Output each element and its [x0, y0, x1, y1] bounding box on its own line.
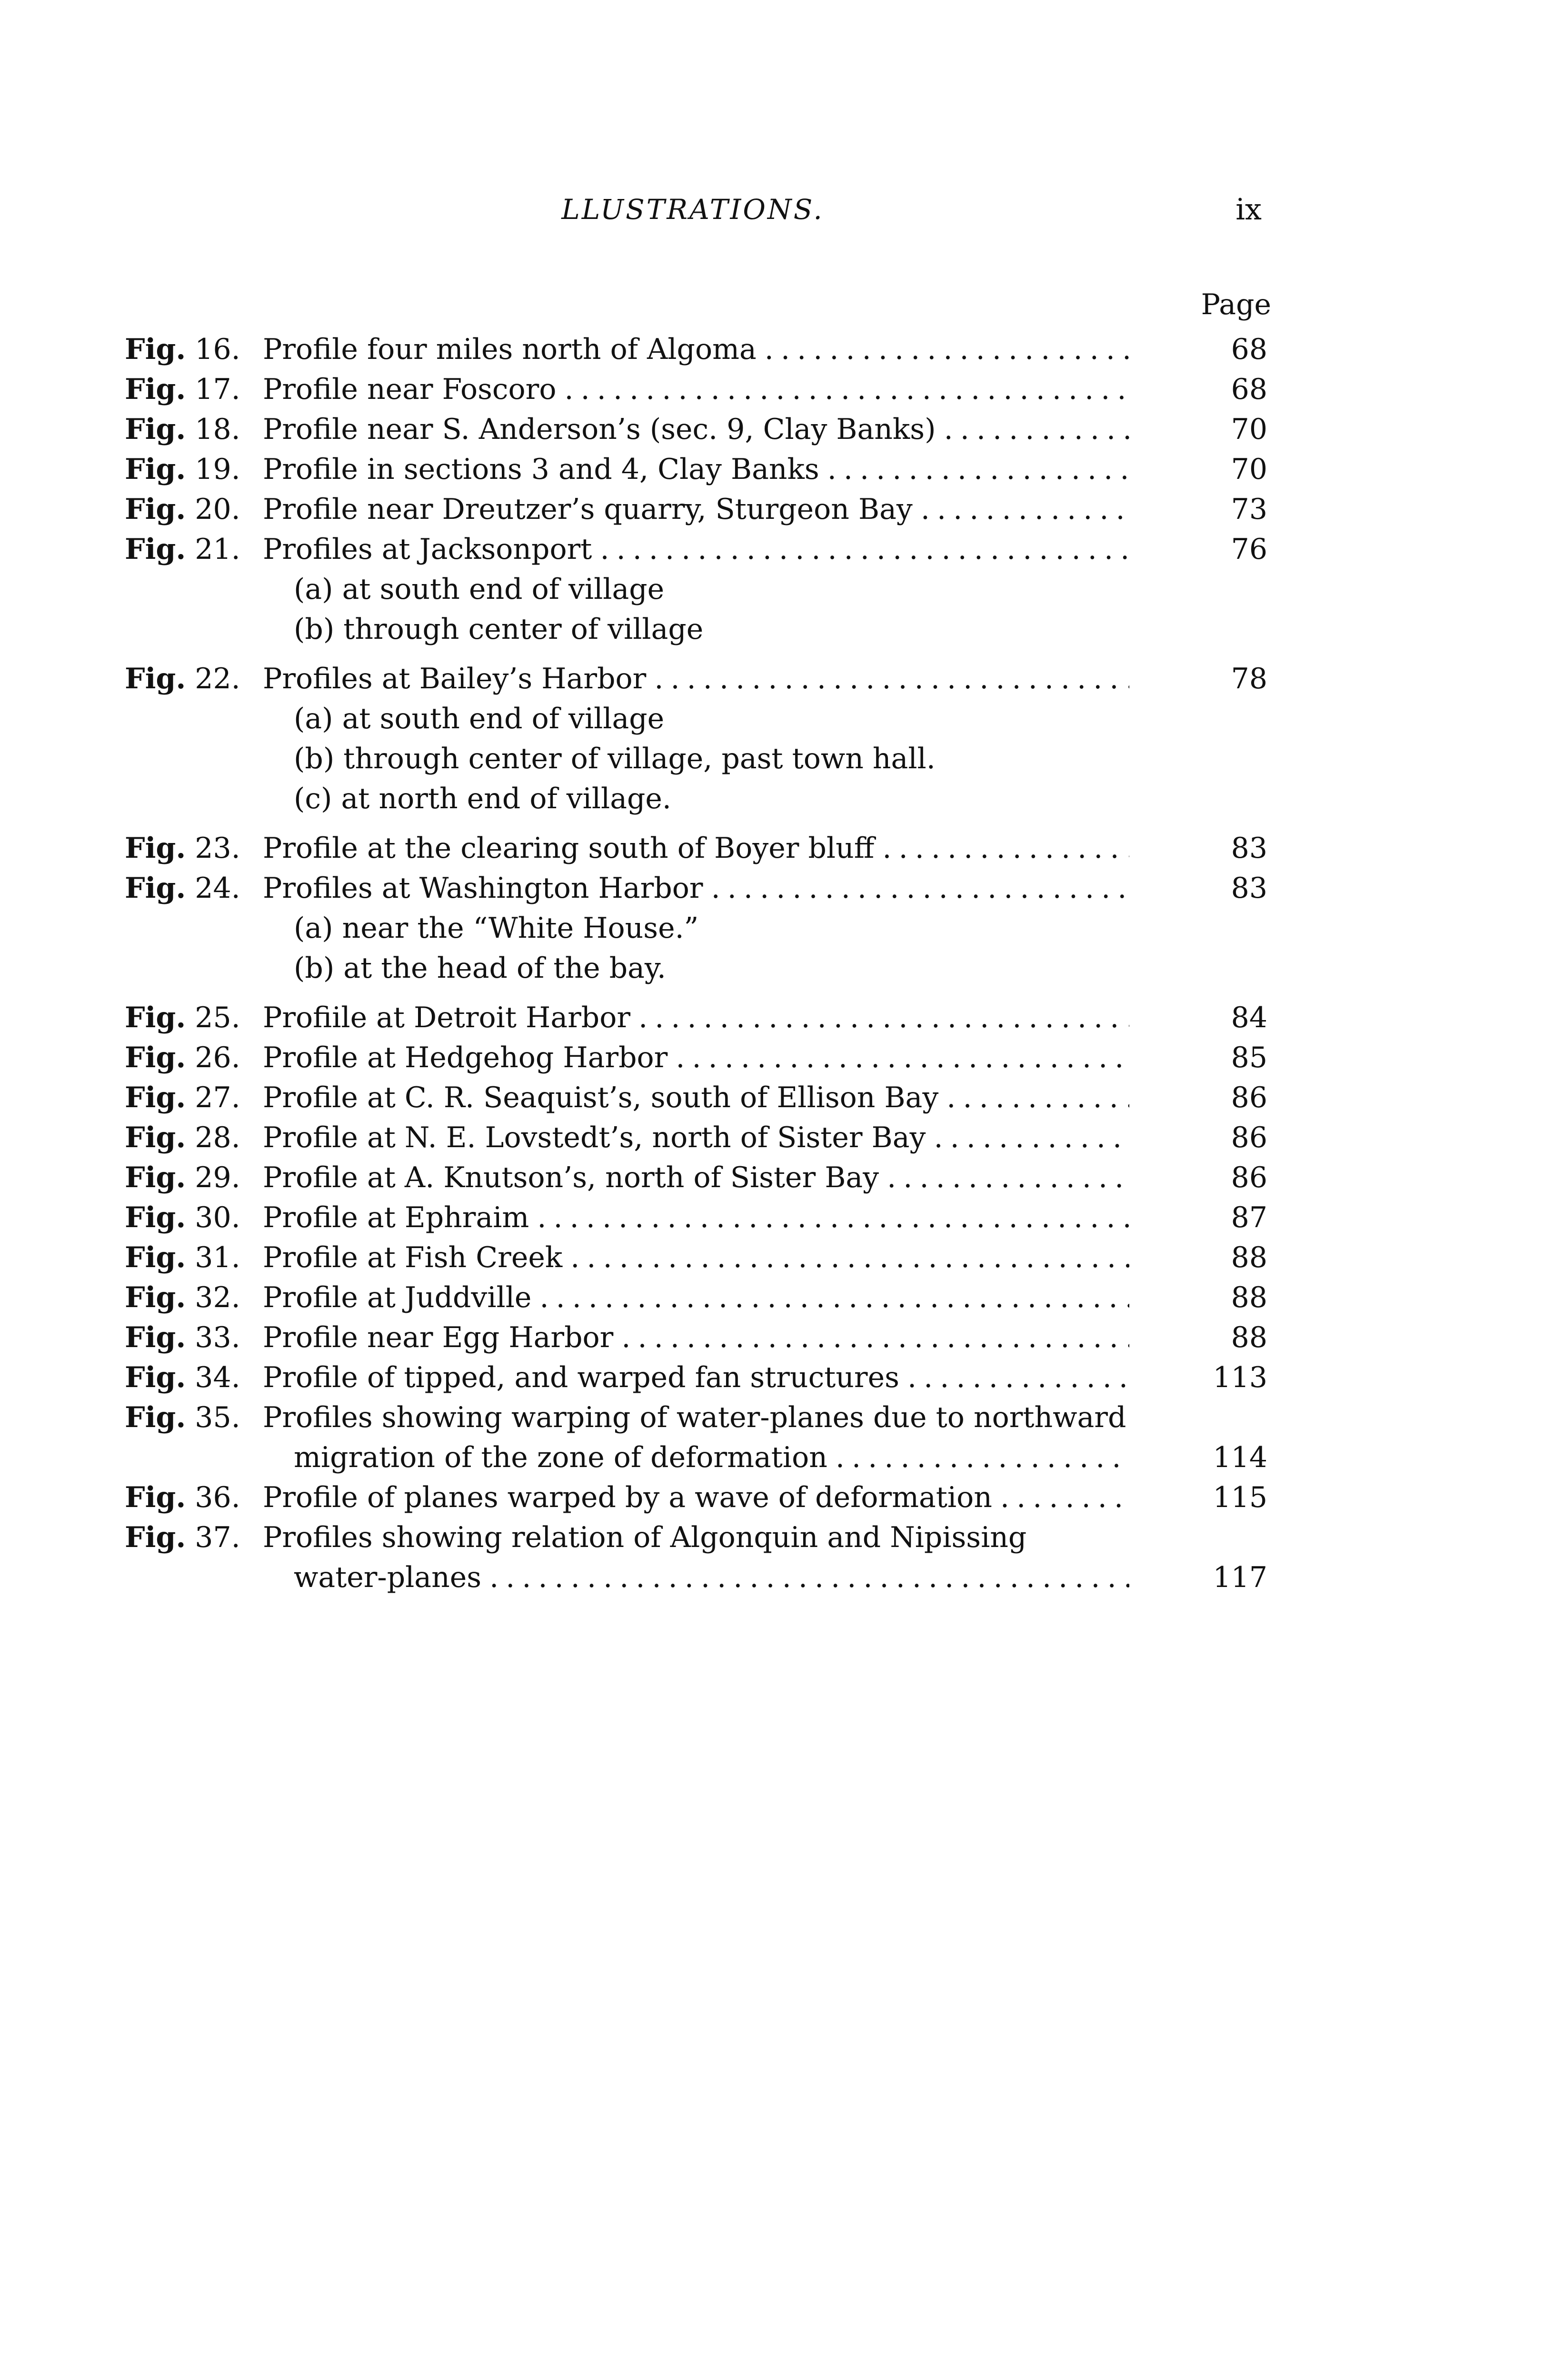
figure-number-value: 31.: [186, 1241, 240, 1274]
figure-number: [125, 329, 260, 369]
entry-title: Profile near S. Anderson’s (sec. 9, Clay Banks) . . .: [263, 409, 1129, 449]
list-item: [125, 369, 1267, 409]
page-reference: 83: [1231, 872, 1267, 905]
figure-label: Fig.: [125, 1241, 186, 1274]
sub-item: [125, 948, 1267, 988]
sub-item: [125, 569, 1267, 609]
figure-number: [125, 1517, 260, 1557]
figure-number: [125, 1478, 260, 1517]
figure-number-value: 29.: [186, 1161, 240, 1194]
figure-number-value: 26.: [186, 1041, 240, 1074]
figure-label: Fig.: [125, 1281, 186, 1314]
page-reference: 86: [1231, 1081, 1267, 1114]
page-reference: 84: [1231, 1001, 1267, 1034]
figure-number-value: 23.: [186, 832, 240, 865]
figure-label: Fig.: [125, 1521, 186, 1554]
figure-number-value: 36.: [186, 1481, 240, 1514]
figure-number: [125, 1038, 260, 1078]
figure-number-value: 17.: [186, 373, 240, 406]
figure-label: Fig.: [125, 1201, 186, 1234]
figure-number: [125, 1318, 260, 1358]
sub-item: [125, 908, 1267, 948]
sub-item-text: (a) near the “White House.”: [294, 912, 699, 945]
page-reference: 70: [1231, 453, 1267, 486]
figure-label: Fig.: [125, 1041, 186, 1074]
sub-item-text: (b) at the head of the bay.: [294, 952, 666, 985]
entry-title: Profiles showing warping of water-planes due to northward: [263, 1401, 1126, 1434]
figure-label: Fig.: [125, 832, 186, 865]
figure-number: [125, 1158, 260, 1198]
list-item: [125, 1318, 1267, 1358]
entry-title: Profile at C. R. Seaquist’s, south of Ellison Bay . . .: [263, 1078, 1129, 1118]
entry-title: Profile at Juddville . . .: [263, 1278, 1129, 1318]
page-column-heading: Page: [1201, 288, 1271, 321]
list-item: [125, 1038, 1267, 1078]
figure-number-value: 21.: [186, 533, 240, 566]
page-reference: 88: [1231, 1281, 1267, 1314]
sub-item-text: (b) through center of village, past town hall.: [294, 742, 936, 775]
sub-item-text: (c) at north end of village.: [294, 782, 671, 815]
running-header: [124, 190, 1262, 228]
page-reference: 68: [1231, 333, 1267, 366]
figure-label: Fig.: [125, 1161, 186, 1194]
spacer: [125, 819, 1267, 828]
figure-number-value: 19.: [186, 453, 240, 486]
illustrations-list: [125, 329, 1267, 1597]
figure-label: Fig.: [125, 493, 186, 526]
figure-label: Fig.: [125, 373, 186, 406]
list-item: [125, 1078, 1267, 1118]
figure-number-value: 32.: [186, 1281, 240, 1314]
list-item: [125, 1198, 1267, 1238]
figure-number: [125, 369, 260, 409]
figure-number-value: 22.: [186, 662, 240, 695]
page-reference: 70: [1231, 413, 1267, 446]
figure-number-value: 30.: [186, 1201, 240, 1234]
entry-title: Profile of tipped, and warped fan structures . . .: [263, 1358, 1129, 1398]
entry-title: Profile at Hedgehog Harbor . . .: [263, 1038, 1129, 1078]
list-item: [125, 489, 1267, 529]
spacer: [125, 988, 1267, 998]
entry-title: Profile at Fish Creek . . .: [263, 1238, 1129, 1278]
figure-label: Fig.: [125, 1401, 186, 1434]
figure-number-value: 37.: [186, 1521, 240, 1554]
page-reference: 86: [1231, 1121, 1267, 1154]
page-reference: 115: [1213, 1481, 1267, 1514]
list-item: [125, 1118, 1267, 1158]
entry-title: Profile near Foscoro . . .: [263, 369, 1129, 409]
figure-number: [125, 1198, 260, 1238]
list-item: [125, 1517, 1267, 1557]
figure-label: Fig.: [125, 1081, 186, 1114]
figure-number: [125, 998, 260, 1038]
entry-title: Profile at A. Knutson’s, north of Sister Bay . . .: [263, 1158, 1129, 1198]
figure-number: [125, 659, 260, 699]
figure-number: [125, 1238, 260, 1278]
list-item: [125, 1238, 1267, 1278]
figure-number: [125, 409, 260, 449]
figure-label: Fig.: [125, 1481, 186, 1514]
spacer: [125, 649, 1267, 659]
figure-label: Fig.: [125, 1321, 186, 1354]
figure-label: Fig.: [125, 333, 186, 366]
figure-number: [125, 1358, 260, 1398]
running-head-title: LLUSTRATIONS.: [561, 193, 824, 226]
figure-number-value: 33.: [186, 1321, 240, 1354]
list-item: [125, 449, 1267, 489]
list-item: [125, 1398, 1267, 1438]
figure-label: Fig.: [125, 1121, 186, 1154]
figure-number: [125, 828, 260, 868]
figure-number: [125, 868, 260, 908]
page-reference: 114: [1213, 1441, 1267, 1474]
figure-number: [125, 529, 260, 569]
entry-title: Profile four miles north of Algoma . . .: [263, 329, 1129, 369]
figure-label: Fig.: [125, 662, 186, 695]
figure-number-value: 20.: [186, 493, 240, 526]
figure-label: Fig.: [125, 1001, 186, 1034]
page-reference: 76: [1231, 533, 1267, 566]
sub-item: [125, 779, 1267, 819]
figure-label: Fig.: [125, 533, 186, 566]
entry-title-continuation: migration of the zone of deformation . . .: [294, 1438, 1129, 1478]
page-reference: 78: [1231, 662, 1267, 695]
list-item: [125, 329, 1267, 369]
entry-title: Profile near Egg Harbor . . .: [263, 1318, 1129, 1358]
page-reference: 117: [1213, 1561, 1267, 1594]
entry-title: Profile in sections 3 and 4, Clay Banks . . .: [263, 449, 1129, 489]
page-reference: 113: [1213, 1361, 1267, 1394]
entry-title: Profiles showing relation of Algonquin and Nipissing: [263, 1521, 1027, 1554]
entry-title: Profiles at Jacksonport . . .: [263, 529, 1129, 569]
list-item: [125, 659, 1267, 699]
figure-number: [125, 1078, 260, 1118]
page-reference: 86: [1231, 1161, 1267, 1194]
page-number: ix: [1235, 192, 1262, 227]
list-item: [125, 1478, 1267, 1517]
figure-number-value: 27.: [186, 1081, 240, 1114]
sub-item: [125, 609, 1267, 649]
sub-item-text: (b) through center of village: [294, 613, 704, 646]
sub-item-text: (a) at south end of village: [294, 702, 665, 735]
entry-title: Profile near Dreutzer’s quarry, Sturgeon Bay . . .: [263, 489, 1129, 529]
page-reference: 68: [1231, 373, 1267, 406]
list-item: [125, 828, 1267, 868]
figure-number-value: 28.: [186, 1121, 240, 1154]
entry-title: Profile at N. E. Lovstedt’s, north of Sister Bay . . .: [263, 1118, 1129, 1158]
sub-item: [125, 739, 1267, 779]
list-item: [125, 998, 1267, 1038]
figure-label: Fig.: [125, 872, 186, 905]
page-reference: 88: [1231, 1321, 1267, 1354]
entry-title: Profile at Ephraim . . .: [263, 1198, 1129, 1238]
figure-number: [125, 449, 260, 489]
figure-number-value: 34.: [186, 1361, 240, 1394]
entry-title: Profile at the clearing south of Boyer bluff . . .: [263, 828, 1129, 868]
entry-title-continuation: water-planes . . .: [294, 1557, 1129, 1597]
figure-number-value: 35.: [186, 1401, 240, 1434]
list-item: [125, 1158, 1267, 1198]
figure-number: [125, 1278, 260, 1318]
entry-title: Profile of planes warped by a wave of deformation . . .: [263, 1478, 1129, 1517]
figure-number-value: 16.: [186, 333, 240, 366]
page-reference: 73: [1231, 493, 1267, 526]
figure-number: [125, 1118, 260, 1158]
sub-item: [125, 699, 1267, 739]
figure-label: Fig.: [125, 1361, 186, 1394]
list-item-continuation: [125, 1557, 1267, 1597]
list-item: [125, 529, 1267, 569]
list-item: [125, 868, 1267, 908]
list-item-continuation: [125, 1438, 1267, 1478]
list-item: [125, 409, 1267, 449]
list-item: [125, 1278, 1267, 1318]
page-reference: 88: [1231, 1241, 1267, 1274]
page-reference: 85: [1231, 1041, 1267, 1074]
page-reference: 83: [1231, 832, 1267, 865]
figure-number-value: 24.: [186, 872, 240, 905]
figure-number: [125, 1398, 260, 1438]
sub-item-text: (a) at south end of village: [294, 573, 665, 606]
figure-label: Fig.: [125, 413, 186, 446]
figure-number-value: 25.: [186, 1001, 240, 1034]
figure-number: [125, 489, 260, 529]
figure-number-value: 18.: [186, 413, 240, 446]
entry-title: Profiles at Bailey’s Harbor . . .: [263, 659, 1129, 699]
list-item: [125, 1358, 1267, 1398]
entry-title: Profiles at Washington Harbor . . .: [263, 868, 1129, 908]
page-reference: 87: [1231, 1201, 1267, 1234]
entry-title: Profiile at Detroit Harbor . . .: [263, 998, 1129, 1038]
figure-label: Fig.: [125, 453, 186, 486]
